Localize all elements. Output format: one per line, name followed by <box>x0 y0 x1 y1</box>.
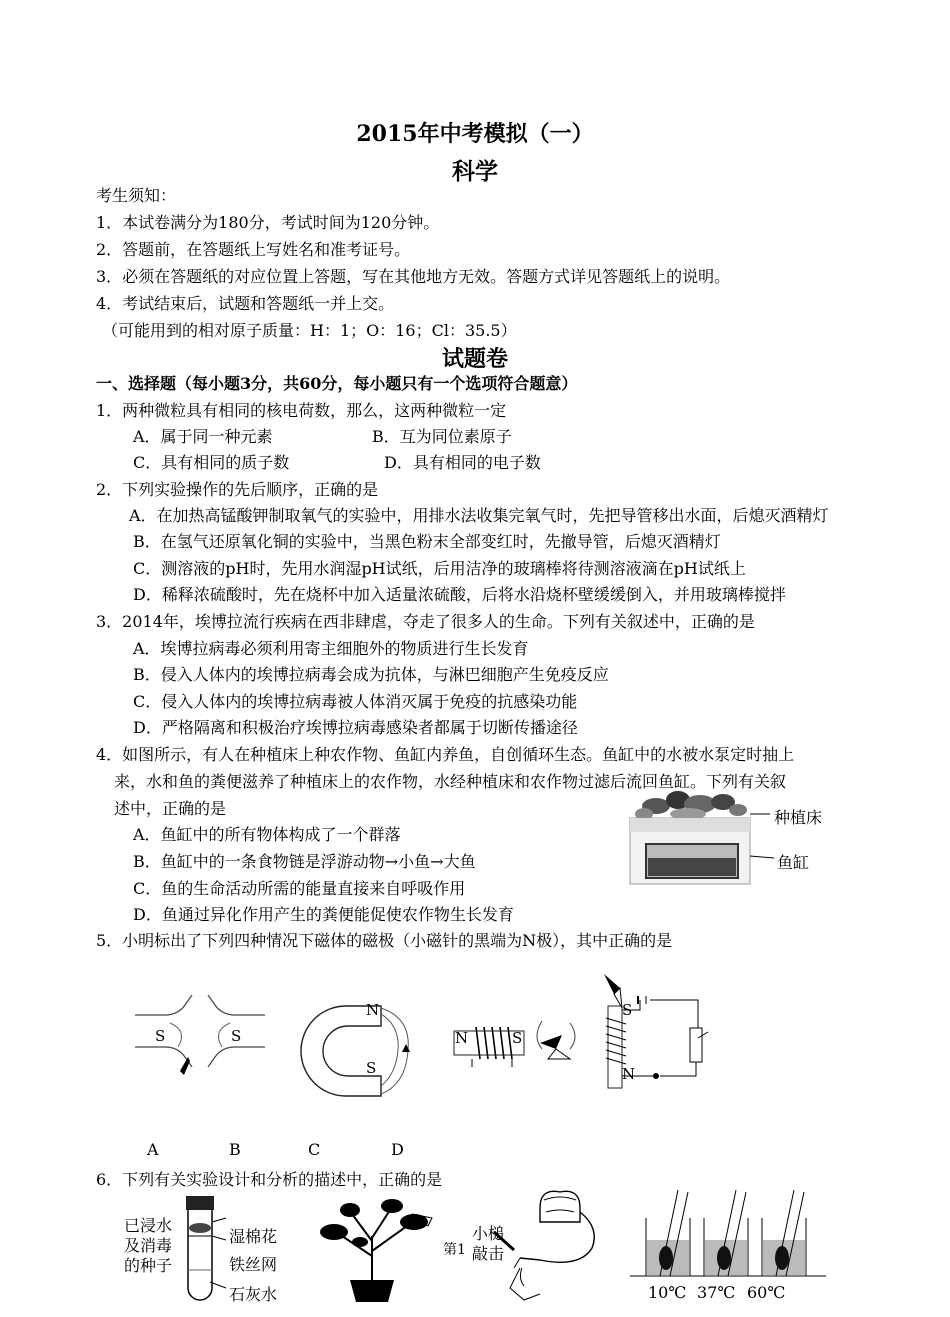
question-1-option-c: C．具有相同的质子数 <box>133 453 290 472</box>
question-4-option-a: A．鱼缸中的所有物体构成了一个群落 <box>133 825 401 844</box>
label-wire-mesh: 铁丝网 <box>229 1255 278 1274</box>
page-title: 2015年中考模拟（一） <box>356 121 594 147</box>
question-1-option-b: B．互为同位素原子 <box>372 427 512 446</box>
question-3-option-c: C．侵入人体内的埃博拉病毒被人体消灭属于免疫的抗感染功能 <box>133 692 578 711</box>
label-line: 及消毒 <box>124 1236 173 1255</box>
figure-option-d: D <box>391 1140 404 1159</box>
pole-label: S <box>231 1027 242 1045</box>
question-3-stem: 3．2014年，埃博拉流行疾病在西非肆虐，夺走了很多人的生命。下列有关叙述中，正确的是 <box>96 612 755 631</box>
seeds <box>189 1223 211 1233</box>
notice-item: 4．考试结束后，试题和答题纸一并上交。 <box>96 294 395 313</box>
section-heading: 一、选择题（每小题3分，共60分，每小题只有一个选项符合题意） <box>96 374 578 393</box>
question-3-option-d: D．严格隔离和积极治疗埃博拉病毒感染者都属于切断传播途径 <box>133 718 578 737</box>
pole-label: N <box>622 1065 636 1083</box>
notice-item: 3．必须在答题纸的对应位置上答题，写在其他地方无效。答题方式详见答题纸上的说明。 <box>96 267 731 286</box>
temp-label: 60℃ <box>747 1283 786 1302</box>
compass-needle <box>180 1057 190 1075</box>
pole-label: S <box>366 1059 377 1077</box>
temp-label: 10℃ <box>648 1283 687 1302</box>
question-4-option-b: B．鱼缸中的一条食物链是浮游动物→小鱼→大鱼 <box>133 852 476 871</box>
label-line: 已浸水 <box>124 1216 173 1235</box>
potted-plant-figure <box>312 1196 434 1304</box>
pole-label: S <box>512 1029 523 1047</box>
figure-a-magnets <box>130 995 270 1085</box>
beakers-figure <box>630 1190 830 1280</box>
atomic-mass-note: （可能用到的相对原子质量：H：1；O：16；Cl：35.5） <box>102 321 517 340</box>
beaker-37c <box>704 1190 748 1276</box>
question-4-option-c: C．鱼的生命活动所需的能量直接来自呼吸作用 <box>133 879 466 898</box>
paper-title: 试题卷 <box>441 346 508 372</box>
question-3-option-b: B．侵入人体内的埃博拉病毒会成为抗体，与淋巴细胞产生免疫反应 <box>133 665 609 684</box>
pole-label: N <box>455 1029 469 1047</box>
question-4-stem: 述中，正确的是 <box>114 799 227 818</box>
question-1-option-d: D．具有相同的电子数 <box>384 453 541 472</box>
question-2-option-a: A．在加热高锰酸钾制取氧气的实验中，用排水法收集完氧气时，先把导管移出水面，后熄灭酒精灯 <box>129 506 829 525</box>
label-wet-cotton: 湿棉花 <box>229 1227 278 1246</box>
question-5-stem: 5．小明标出了下列四种情况下磁体的磁极（小磁针的黑端为N极），其中正确的是 <box>96 931 673 950</box>
question-4-stem: 来，水和鱼的粪便滋养了种植床上的农作物，水经种植床和农作物过滤后流回鱼缸。下列有关叙 <box>114 772 787 791</box>
pole-label: S <box>155 1027 166 1045</box>
question-6-stem: 6．下列有关实验设计和分析的描述中，正确的是 <box>96 1170 443 1189</box>
figure-b-u-magnet <box>296 998 416 1108</box>
label-strike: 敲击 <box>472 1244 505 1263</box>
compass-needle <box>402 1044 410 1052</box>
beaker-10c <box>646 1190 690 1276</box>
question-4-option-d: D．鱼通过异化作用产生的粪便能促使农作物生长发育 <box>133 905 514 924</box>
notice-item: 1．本试卷满分为180分，考试时间为120分钟。 <box>96 213 440 232</box>
notice-heading: 考生须知： <box>96 186 177 205</box>
question-2-option-b: B．在氢气还原氧化铜的实验中，当黑色粉末全部变红时，先撤导管，后熄灭酒精灯 <box>133 532 721 551</box>
seed-tube-figure <box>180 1196 230 1304</box>
subject-title: 科学 <box>452 158 498 185</box>
question-2-option-c: C．测溶液的pH时，先用水润湿pH试纸，后用洁净的玻璃棒将待测溶液滴在pH试纸上 <box>133 559 746 578</box>
label-limewater: 石灰水 <box>229 1285 278 1304</box>
figure-option-b: B <box>229 1140 241 1159</box>
question-2-option-d: D．稀释浓硫酸时，先在烧杯中加入适量浓硫酸，后将水沿烧杯壁缓缓倒入，并用玻璃棒搅拌 <box>133 585 786 604</box>
label-fish-tank: 鱼缸 <box>777 853 810 872</box>
pole-label: N <box>366 1001 380 1019</box>
question-2-stem: 2．下列实验操作的先后顺序，正确的是 <box>96 480 379 499</box>
question-1-option-a: A．属于同一种元素 <box>133 427 273 446</box>
flower-pot <box>350 1280 394 1302</box>
notice-item: 2．答题前，在答题纸上写姓名和准考证号。 <box>96 240 411 259</box>
question-3-option-a: A．埃博拉病毒必须利用寄主细胞外的物质进行生长发育 <box>133 639 529 658</box>
page-mark: 第1 <box>443 1242 466 1258</box>
aquaponics-figure <box>628 786 758 888</box>
label-line: 的种子 <box>124 1256 173 1275</box>
label-seeds <box>124 1216 172 1276</box>
label-hammer: 小槌 <box>472 1224 505 1243</box>
temp-label: 37℃ <box>697 1283 736 1302</box>
question-1-stem: 1．两种微粒具有相同的核电荷数，那么，这两种微粒一定 <box>96 401 507 420</box>
plant-leaves <box>635 791 747 820</box>
figure-option-a: A <box>147 1140 159 1159</box>
knee-reflex-figure <box>500 1188 612 1306</box>
figure-option-c: C <box>308 1140 321 1159</box>
pole-label: S <box>622 1001 633 1019</box>
compass-needle <box>540 1035 562 1049</box>
question-4-stem: 4．如图所示，有人在种植床上种农作物、鱼缸内养鱼，自创循环生态。鱼缸中的水被水泵定时抽上 <box>96 745 795 764</box>
label-planting-bed: 种植床 <box>774 808 823 827</box>
figure-d-electromagnet <box>598 968 728 1093</box>
beaker-60c <box>762 1190 806 1276</box>
